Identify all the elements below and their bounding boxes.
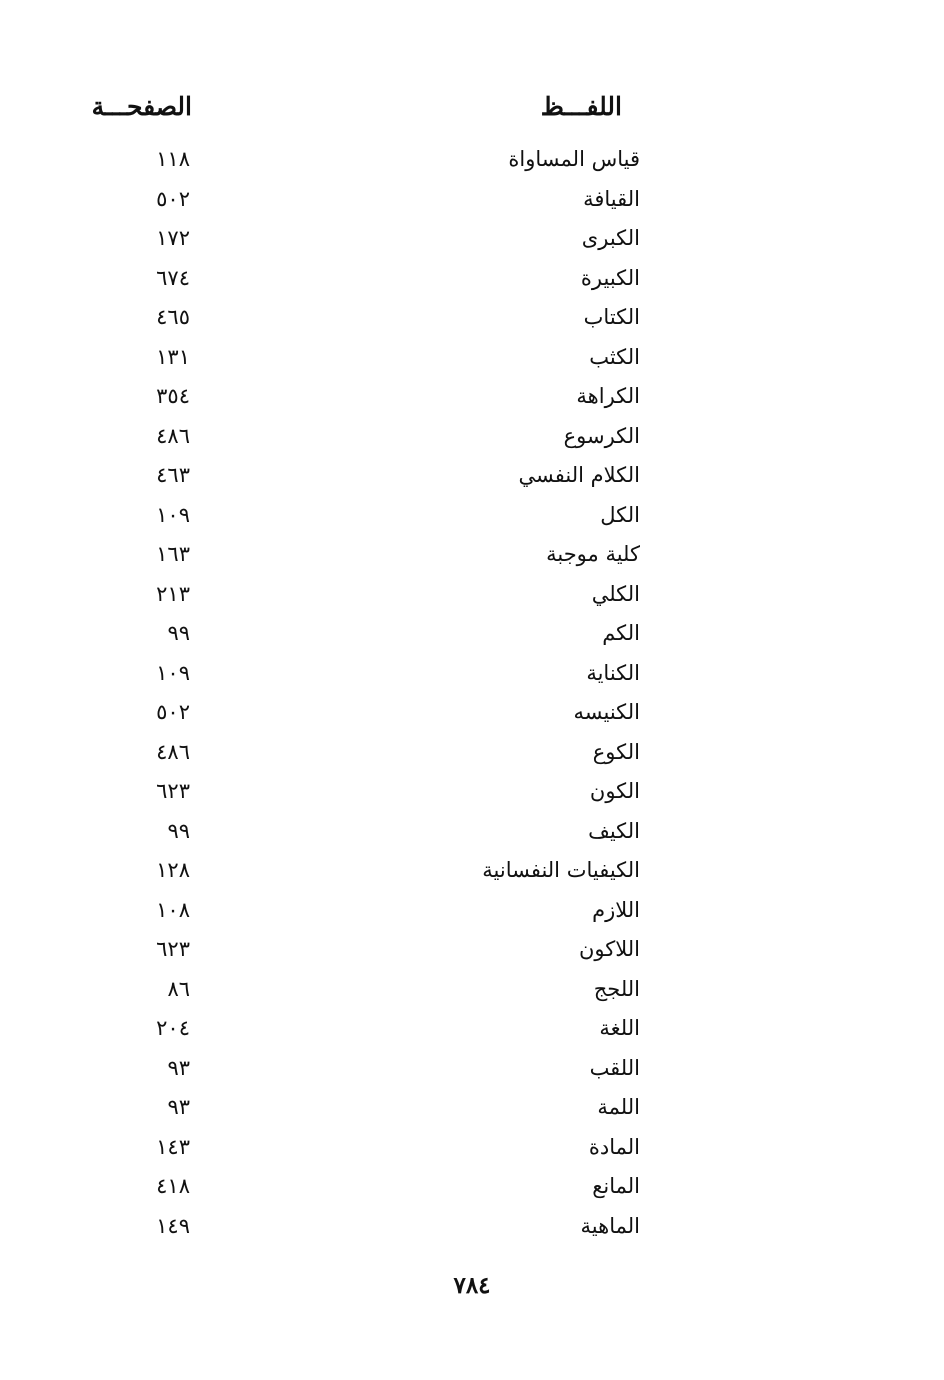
entry-term: الكبرى: [581, 226, 640, 250]
index-entry: [0, 775, 944, 815]
entry-page-number: ١٠٨: [156, 897, 190, 922]
index-entry: [0, 657, 944, 697]
entry-page-number: ١٠٩: [156, 660, 190, 685]
index-entry: [0, 380, 944, 420]
entry-page-number: ١٦٣: [156, 542, 190, 566]
index-entry: [0, 1170, 944, 1210]
entry-page-number: ١٠٩: [156, 502, 190, 527]
entry-term: اللقب: [589, 1055, 640, 1080]
entry-page-number: ٦٧٤: [156, 265, 190, 290]
page-column-heading: الصفحـــة: [91, 92, 192, 121]
entry-term: الكنيسه: [573, 700, 640, 724]
index-entry: [0, 301, 944, 341]
page-number: ٧٨٤: [453, 1272, 491, 1299]
index-entry: [0, 1131, 944, 1171]
entry-term: المانع: [592, 1174, 640, 1198]
index-entry: [0, 736, 944, 776]
entry-term: الكم: [602, 621, 640, 645]
entry-term: الكناية: [586, 660, 640, 685]
entry-term: اللجج: [593, 976, 640, 1001]
term-column-heading: اللفـــظ: [540, 92, 622, 121]
entry-term: الكوع: [592, 739, 640, 764]
index-entry: [0, 499, 944, 539]
entry-term: الماهية: [580, 1213, 640, 1238]
entry-term: الكيفيات النفسانية: [482, 858, 640, 882]
entry-term: الكراهة: [576, 384, 640, 408]
entry-page-number: ١٧٢: [156, 226, 190, 250]
entry-term: الكتاب: [583, 305, 640, 329]
index-header: [0, 92, 944, 136]
index-entry: [0, 1052, 944, 1092]
index-entry-list: [0, 143, 944, 1249]
index-entry: [0, 973, 944, 1013]
entry-page-number: ١٤٩: [156, 1213, 190, 1238]
index-entry: [0, 696, 944, 736]
entry-term: اللمة: [597, 1095, 640, 1119]
index-entry: [0, 341, 944, 381]
entry-term: اللازم: [592, 897, 640, 922]
entry-term: الكون: [589, 779, 640, 803]
entry-page-number: ٤٨٦: [156, 739, 190, 764]
entry-term: الكلام النفسي: [518, 463, 640, 487]
index-entry: [0, 143, 944, 183]
entry-term: الكرسوع: [563, 423, 640, 448]
entry-term: الكثب: [589, 344, 640, 369]
entry-term: الكبيرة: [580, 265, 640, 290]
entry-page-number: ٤١٨: [156, 1174, 190, 1198]
index-entry: [0, 538, 944, 578]
entry-page-number: ١٣١: [156, 344, 190, 369]
entry-page-number: ٩٩: [167, 621, 190, 645]
entry-page-number: ٥٠٢: [156, 186, 190, 211]
index-entry: [0, 262, 944, 302]
entry-term: اللاكون: [578, 937, 640, 961]
entry-page-number: ١٤٣: [156, 1134, 190, 1159]
entry-page-number: ٣٥٤: [156, 384, 190, 408]
entry-page-number: ١٢٨: [156, 858, 190, 882]
entry-page-number: ٤٦٣: [156, 463, 190, 487]
index-entry: [0, 933, 944, 973]
entry-page-number: ٦٢٣: [156, 779, 190, 803]
entry-page-number: ٩٣: [167, 1055, 190, 1080]
entry-term: القيافة: [583, 186, 640, 211]
entry-page-number: ١١٨: [156, 147, 190, 171]
index-entry: [0, 894, 944, 934]
entry-page-number: ٦٢٣: [156, 937, 190, 961]
entry-page-number: ٢١٣: [156, 581, 190, 606]
entry-page-number: ٤٨٦: [156, 423, 190, 448]
entry-page-number: ٢٠٤: [156, 1016, 190, 1040]
entry-page-number: ٤٦٥: [156, 305, 190, 329]
entry-page-number: ٥٠٢: [156, 700, 190, 724]
index-entry: [0, 578, 944, 618]
entry-term: الكيف: [588, 818, 640, 843]
entry-page-number: ٩٣: [167, 1095, 190, 1119]
entry-term: قياس المساواة: [508, 147, 640, 171]
entry-page-number: ٩٩: [167, 818, 190, 843]
index-entry: [0, 420, 944, 460]
index-entry: [0, 1012, 944, 1052]
index-entry: [0, 617, 944, 657]
index-entry: [0, 222, 944, 262]
index-entry: [0, 1091, 944, 1131]
entry-term: المادة: [588, 1134, 640, 1159]
entry-term: اللغة: [599, 1016, 640, 1040]
index-entry: [0, 1210, 944, 1250]
index-entry: [0, 183, 944, 223]
entry-term: كلية موجبة: [546, 542, 640, 566]
entry-term: الكلي: [591, 581, 640, 606]
index-entry: [0, 815, 944, 855]
index-entry: [0, 854, 944, 894]
index-entry: [0, 459, 944, 499]
entry-page-number: ٨٦: [167, 976, 190, 1001]
entry-term: الكل: [600, 502, 640, 527]
